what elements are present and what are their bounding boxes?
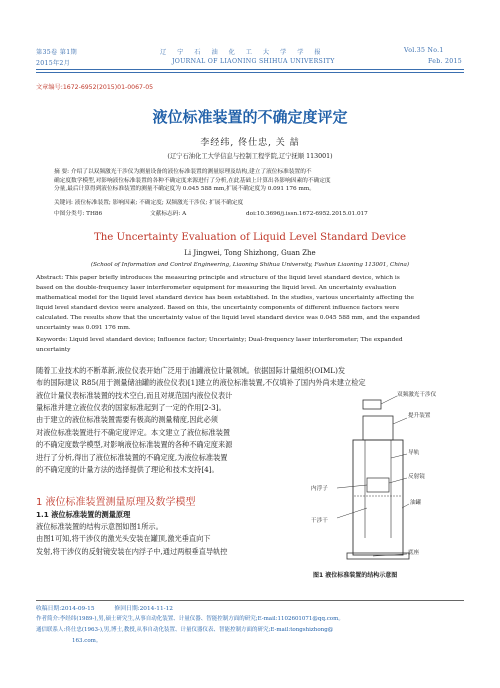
- keywords-en-line: Keywords: Liquid level standard device; Influence factor; Uncertainty; Dual-frequency laser interferometer; The expanded: [36, 337, 403, 343]
- method-line: 由图1可知,将干涉仪的激光头安装在罐顶,激光垂直向下: [36, 534, 211, 544]
- corresponding-author-cont: 163.com。: [72, 638, 102, 644]
- intro-continued: [36, 402, 304, 476]
- abstract-en-line: mathematical model for the liquid level standard device has been established. In the studies, various uncertainty affecting the: [36, 295, 414, 302]
- figure-caption: 图1 液位标准装置的结构示意图: [313, 572, 398, 579]
- label-rail: 导轨: [408, 450, 420, 456]
- keywords-en-line: uncertainty: [36, 347, 71, 354]
- intro-line: 布的国际建议 R85(用于测量储油罐的液位仪表)[1]建立的液位标准装置,不仅填补了国内外尚未建立检定: [36, 378, 366, 388]
- doi: doi:10.3696/j.issn.1672-6952.2015.01.017: [246, 211, 368, 217]
- label-oil: 油罐: [410, 500, 422, 506]
- header-rule: [36, 69, 464, 73]
- intro-line: 对液位标准装置进行不确定度评定。本文建立了液位标准装置: [36, 427, 231, 437]
- article-number: 文章编号:1672-6952(2015)01-0067-05: [36, 84, 154, 91]
- device-schematic: [307, 388, 464, 568]
- label-float: 内浮子: [311, 486, 328, 492]
- keywords-cn: 关键词: 液位标准装置; 影响因素; 不确定度; 双频激光干涉仪; 扩展不确定度: [54, 200, 244, 206]
- intro-line: 的不确定度的计量方法的选择提供了理论和技术支持[4]。: [36, 465, 219, 475]
- affiliation-cn: (辽宁石油化工大学信息与控制工程学院,辽宁抚顺 113001): [167, 153, 333, 160]
- document-code: 文献标志码: A: [150, 211, 187, 217]
- label-interferometer: 干涉干: [311, 518, 328, 524]
- section-heading: 1 液位标准装置测量原理及数学模型: [36, 497, 196, 508]
- journal-name-en: JOURNAL OF LIAONING SHIHUA UNIVERSITY: [172, 58, 335, 65]
- keywords-en: [36, 335, 464, 355]
- journal-name-cn: 辽 宁 石 油 化 工 大 学 学 报: [160, 49, 326, 56]
- abstract-en-line: based on the double-frequency laser interferometer equipment for measuring the liquid level. An uncertainty evaluation: [36, 285, 397, 292]
- footer-dates: [36, 603, 173, 612]
- abstract-cn: [54, 168, 454, 194]
- footer-rule: [36, 600, 464, 601]
- abstract-en-line: Abstract: This paper briefly introduces the measuring principle and structure of the liquid level standard device, which is: [36, 275, 400, 281]
- paper-title-en: The Uncertainty Evaluation of Liquid Level Standard Device: [93, 232, 407, 243]
- abstract-en-line: calculated. The results show that the uncertainty value of the liquid level standard device was 0.045 588 mm, and the expanded: [36, 315, 420, 322]
- author-bio: 作者简介:李经纬(1989-),男,硕士研究生,从事自动化装置、计量仪器、智能控制方面的研究;E-mail:1102601071@qq.com。: [36, 616, 344, 622]
- clc-number: 中图分类号: TH86: [54, 211, 103, 217]
- abstract-en-line: liquid level standard device were analyzed. Based on this, the uncertainty components of different influence factors were: [36, 305, 400, 312]
- label-lift: 提升装置: [408, 413, 431, 419]
- authors-en: Li Jingwei, Tong Shizhong, Guan Zhe: [184, 249, 316, 257]
- abstract-cn-line: 确定度数学模型,对影响液位标准装置的各种不确定度来源进行了分析,在此基础上计算出各影响因素的不确定度: [54, 177, 331, 184]
- received-date: 收稿日期:2014-09-15: [36, 606, 95, 612]
- authors-cn: 李经纬, 佟仕忠, 关 喆: [200, 138, 300, 148]
- intro-line: 量标准并建立液位仪表的国家标准起到了一定的作用[2-3]。: [36, 403, 226, 412]
- label-laser: 双频激光干涉仪: [397, 392, 437, 398]
- abstract-en-line: uncertainty was 0.091 176 mm.: [36, 325, 131, 332]
- label-reflector: 反射镜: [408, 474, 425, 480]
- figure-1: [307, 388, 464, 578]
- paper-title-cn: 液位标准装置的不确定度评定: [152, 108, 348, 126]
- journal-date-cn: 2015年2月: [36, 60, 71, 67]
- journal-date-en: Feb. 2015: [428, 58, 462, 65]
- abstract-en: [36, 273, 464, 334]
- abstract-cn-line: 摘 要: 介绍了以双频激光干涉仪为测量设备的液位标准装置的测量原理及结构,建立了液位标准装置的不: [54, 169, 312, 175]
- corresponding-author: 通信联系人:佟仕忠(1963-),男,博士,教授,从事自动化装置、计量仪器仪表、智能控制方面的研究;E-mail:tongshizhong@: [36, 627, 334, 633]
- abstract-cn-line: 分量,最后计算得到液位标准装置的测量不确定度为 0.045 588 mm,扩展不确定度为 0.091 176 mm。: [54, 186, 315, 193]
- journal-issue: 第35卷 第1期: [36, 49, 77, 56]
- intro-line: 进行了分析,得出了液位标准装置的不确定度,为液位标准装置: [36, 452, 228, 462]
- affiliation-en: (School of Information and Control Engineering, Liaoning Shihua University, Fushun Liaoning 113001, China): [90, 262, 410, 268]
- revised-date: 修回日期:2014-11-12: [114, 606, 173, 612]
- subsection-heading: 1.1 液位标准装置的测量原理: [36, 510, 131, 519]
- method-line: 发射,将干涉仪的反射镜安装在内浮子中,通过两根垂直导轨控: [36, 546, 228, 556]
- intro-line: 的不确定度数学模型,对影响液位标准装置的各种不确定度来源: [36, 440, 233, 450]
- method-line: 液位标准装置的结构示意图如图1所示。: [36, 522, 163, 531]
- label-base: 底座: [408, 550, 420, 556]
- intro-line: 液位计量仪表标准装置的技术空白,而且对规范国内液位仪表计: [36, 390, 233, 400]
- intro-line: 随着工业技术的不断革新,液位仪表开始广泛用于油罐液位计量领域。依据国际计量组织(OIML)发: [36, 366, 346, 375]
- method-paragraph: [36, 521, 304, 558]
- intro-line: 由于建立的液位标准装置需要有极高的测量精度,因此必须: [36, 415, 218, 425]
- journal-volume: Vol.35 No.1: [404, 47, 444, 54]
